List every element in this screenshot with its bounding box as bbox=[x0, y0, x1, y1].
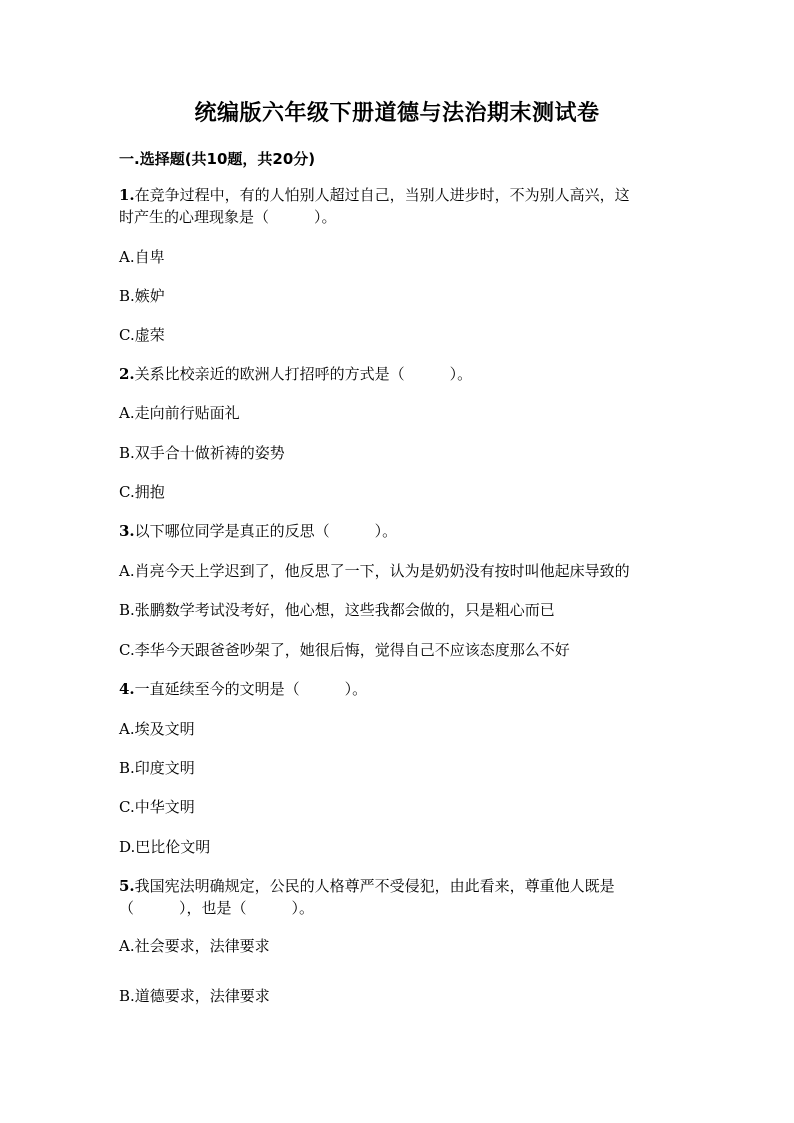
question-3-line-1 bbox=[119, 520, 397, 542]
question-1-stem-1: 在竞争过程中，有的人怕别人超过自己，当别人进步时，不为别人高兴，这 bbox=[134, 186, 630, 204]
question-1-option-a: A.自卑 bbox=[119, 248, 165, 266]
question-3-option-b: B.张鹏数学考试没考好，他心想，这些我都会做的，只是粗心而已 bbox=[119, 601, 555, 619]
question-5-option-a: A.社会要求，法律要求 bbox=[119, 937, 270, 955]
question-2-stem-1: 关系比校亲近的欧洲人打招呼的方式是（ ）。 bbox=[134, 365, 473, 383]
question-4-option-c: C.中华文明 bbox=[119, 798, 195, 816]
question-3-number: 3. bbox=[119, 522, 135, 540]
section-heading: 一.选择题(共10题，共20分) bbox=[119, 150, 316, 168]
question-4-stem-1: 一直延续至今的文明是（ ）。 bbox=[134, 680, 368, 698]
question-5-option-b: B.道德要求，法律要求 bbox=[119, 987, 270, 1005]
question-2-line-1 bbox=[119, 363, 472, 385]
question-4-line-1 bbox=[119, 678, 367, 700]
question-3-option-a: A.肖亮今天上学迟到了，他反思了一下，认为是奶奶没有按时叫他起床导致的 bbox=[119, 562, 630, 580]
question-5-stem-1: 我国宪法明确规定，公民的人格尊严不受侵犯，由此看来，尊重他人既是 bbox=[134, 877, 615, 895]
question-2-option-b: B.双手合十做祈祷的姿势 bbox=[119, 444, 285, 462]
question-3-option-c: C.李华今天跟爸爸吵架了，她很后悔，觉得自己不应该态度那么不好 bbox=[119, 641, 570, 659]
question-3-stem-1: 以下哪位同学是真正的反思（ ）。 bbox=[134, 522, 398, 540]
question-4-number: 4. bbox=[119, 680, 135, 698]
question-2-option-a: A.走向前行贴面礼 bbox=[119, 404, 240, 422]
question-1-line-1 bbox=[119, 184, 630, 206]
question-5-line-1 bbox=[119, 875, 615, 897]
question-1-option-b: B.嫉妒 bbox=[119, 287, 165, 305]
question-5-stem-2: （ ），也是（ ）。 bbox=[119, 899, 315, 917]
question-5-number: 5. bbox=[119, 877, 135, 895]
question-2-option-c: C.拥抱 bbox=[119, 483, 165, 501]
question-1-number: 1. bbox=[119, 186, 135, 204]
question-2-number: 2. bbox=[119, 365, 135, 383]
question-1-option-c: C.虚荣 bbox=[119, 326, 165, 344]
question-4-option-d: D.巴比伦文明 bbox=[119, 838, 211, 856]
question-1-stem-2: 时产生的心理现象是（ ）。 bbox=[119, 208, 337, 226]
question-4-option-a: A.埃及文明 bbox=[119, 720, 195, 738]
question-4-option-b: B.印度文明 bbox=[119, 759, 195, 777]
page-title: 统编版六年级下册道德与法治期末测试卷 bbox=[194, 101, 600, 126]
